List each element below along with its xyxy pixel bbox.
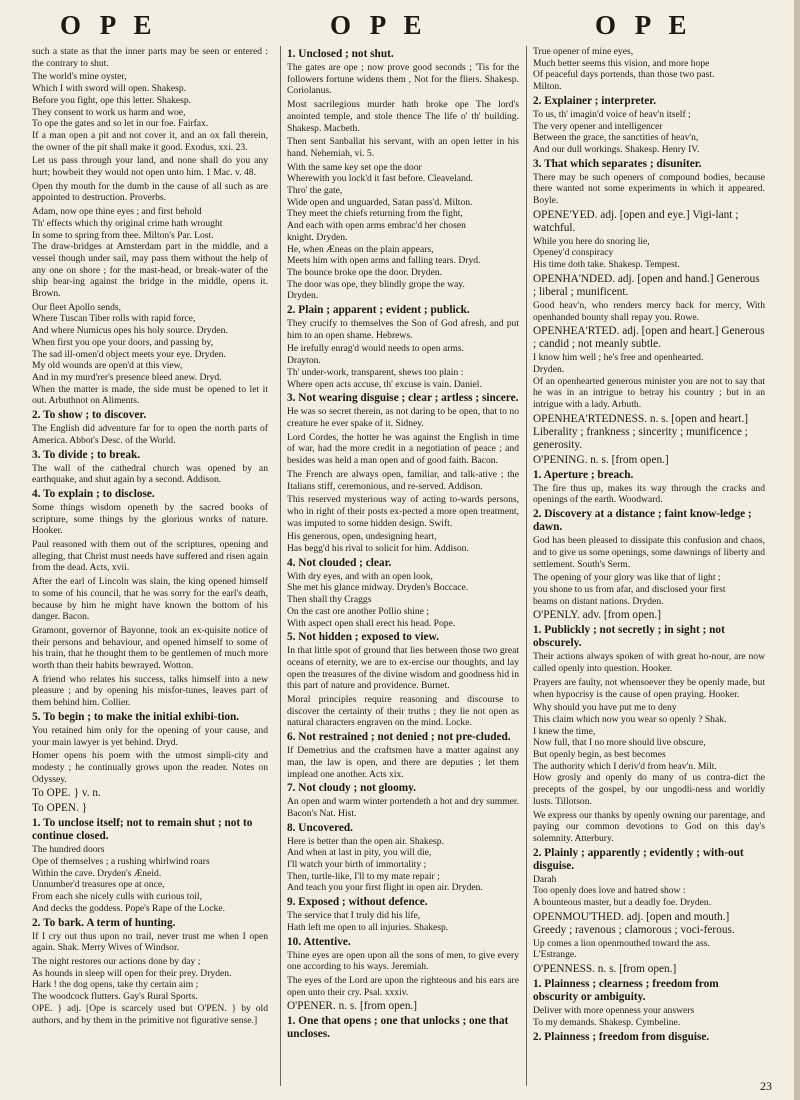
paragraph: We express our thanks by openly owning our parentage, and paying our common devotions to God on this day's solemnity. Atterbury.: [533, 809, 765, 844]
quotation-line: Wide open and unguarded, Satan pass'd. Milton.: [287, 196, 473, 208]
quotation-line: And when at last in pity, you will die,: [287, 847, 432, 859]
quotation-line: He, when Æneas on the plain appears,: [287, 243, 434, 255]
entry-headword: O'PENING. n. s. [from open.]: [533, 453, 669, 466]
paragraph: An open and warm winter portendeth a hot and dry summer. Bacon's Nat. Hist.: [287, 796, 519, 819]
sense-heading: 1. Unclosed ; not shut.: [287, 48, 394, 60]
quotation-line: Has begg'd his rival to solicit for him. Addison.: [287, 543, 469, 555]
paragraph: The French are always open, familiar, and talk-ative ; the Italians stiff, ceremonious, and re-served. Addison.: [287, 468, 519, 492]
paragraph: Moral principles require reasoning and discourse to discover the certainty of their truths ; they lie not open as natural characters engraven on the mind. Locke.: [287, 694, 519, 729]
paragraph: After the earl of Lincoln was slain, the king opened himself to some of his council, that he was sorry for the earl's death, because by him he might have known the bottom of his danger. Bacon.: [32, 576, 268, 623]
paragraph: If Demetrius and the craftsmen have a matter against any man, the law is open, and there are deputies ; let them implead one another. Acts xix.: [287, 745, 519, 780]
paragraph: When the matter is made, the side must be opened to let it out. Arbuthnot on Aliments.: [32, 383, 268, 407]
quotation-line: In some to spring from thee. Milton's Par. Lost.: [32, 229, 214, 241]
quotation-line: knight. Dryden.: [287, 231, 348, 243]
quotation-line: Of peaceful days portends, than those two past.: [533, 69, 715, 81]
quotation-line: And in my murd'rer's presence bleed anew. Dryd.: [32, 371, 222, 383]
sense-heading: 3. To divide ; to break.: [32, 448, 141, 461]
quotation-line: Within the cave. Dryden's Æneid.: [32, 867, 162, 879]
sense-heading: 5. Not hidden ; exposed to view.: [287, 631, 439, 644]
quotation-line: From each she nicely culls with curious toil,: [32, 891, 202, 903]
paragraph: This reserved mysterious way of acting to-wards persons, who in right of their posts ex-pected a more open treatment, was imputed to some hidden design. Swift.: [287, 494, 519, 529]
quotation-line: Where open acts accuse, th' excuse is vain. Daniel.: [287, 378, 482, 390]
sense-heading: 1. Publickly ; not secretly ; in sight ; not obscurely.: [533, 624, 725, 650]
quotation-line: And our dull workings. Shakesp. Henry IV.: [533, 143, 700, 155]
column-1: [32, 46, 268, 1086]
quotation-line: I'll watch your birth of immortality ;: [287, 859, 427, 871]
quotation-line: Our fleet Apollo sends,: [32, 301, 121, 313]
quotation-line: When first you ope your doors, and passing by,: [32, 336, 214, 348]
paragraph: Their actions always spoken of with great ho-nour, are now called openly into question. Hooker.: [533, 651, 765, 675]
quotation-line: Drayton.: [287, 355, 321, 367]
quotation-line: The night restores our actions done by day ;: [32, 956, 201, 967]
quotation-line: The hundred doors: [32, 844, 105, 856]
paragraph: How grosly and openly do many of us contra-dict the precepts of the gospel, by our ungodli-ness and worldly lusts. Tillotson.: [533, 772, 765, 807]
sense-heading: 2. Discovery at a distance ; faint know-ledge ; dawn.: [533, 508, 752, 534]
quotation-line: The sad ill-omen'd object meets your eye. Dryden.: [32, 348, 226, 360]
paragraph: There may be such openers of compound bodies, because there wanted not some experiments in which it appeared. Boyle.: [533, 171, 765, 207]
quotation-line: Before you fight, ope this letter. Shakesp.: [32, 94, 192, 106]
paragraph: The gates are ope ; now prove good seconds ; 'Tis for the followers fortune widens them , Not for the fliers. Shakesp. Coriolanus.: [287, 62, 519, 97]
quotation-line: His time doth take. Shakesp. Tempest.: [533, 259, 680, 271]
quotation-line: And teach you your first flight in open air. Dryden.: [287, 882, 483, 894]
paragraph: A friend who relates his success, talks himself into a new pleasure ; and by opening his misfor-tunes, leaves part of them behind him. Collier.: [32, 673, 268, 709]
quotation-line: Why should you have put me to deny: [533, 702, 677, 714]
quotation-line: The authority which I deriv'd from heav'n. Milt.: [533, 760, 717, 772]
entry-headword: To OPE. } v. n.: [32, 787, 101, 800]
quotation-line: True opener of mine eyes,: [533, 46, 634, 57]
sense-heading: 7. Not cloudy ; not gloomy.: [287, 782, 416, 795]
paragraph: Gramont, governor of Bayonne, took an ex-quisite notice of their persons and behaviour, and opened himself to some of his train, that he thought them to be gentlemen of much more worth than their habits bewrayed. Wotton.: [32, 624, 268, 672]
paragraph: The eyes of the Lord are upon the righteous and his ears are open unto their cry. Psal. xxxiv.: [287, 975, 519, 998]
paragraph: The wall of the cathedral church was opened by an earthquake, and shut again by a second. Addison.: [32, 462, 268, 486]
sense-heading: 1. One that opens ; one that unlocks ; one that uncloses.: [287, 1015, 509, 1041]
quotation-line: Darah: [533, 873, 557, 885]
quotation-line: To us, th' imagin'd voice of heav'n itself ;: [533, 108, 691, 120]
paragraph: Let us pass through your land, and none shall do you any hurt; howbeit they would not open unto him. 1 Mac. v. 48.: [32, 155, 268, 179]
paragraph: Most sacrilegious murder hath broke ope The lord's anointed temple, and stole thence The life o' th' building. Shakesp. Macbeth.: [287, 99, 519, 134]
quotation-line: Th' effects which thy original crime hath wrought: [32, 217, 223, 229]
sense-heading: 6. Not restrained ; not denied ; not pre-cluded.: [287, 731, 511, 744]
quotation-line: Deliver with more openness your answers: [533, 1005, 695, 1017]
quotation-line: The world's mine oyster,: [32, 71, 127, 83]
quotation-line: With aspect open shall erect his head. Pope.: [287, 617, 456, 629]
quotation-line: Here is better than the open air. Shakesp.: [287, 835, 444, 847]
quotation-line: To ope the gates and so let in our foe. Fairfax.: [32, 118, 209, 130]
quotation-line: Wherewith you lock'd it fast before. Cleaveland.: [287, 173, 474, 185]
sense-heading: 2. Plain ; apparent ; evident ; publick.: [287, 304, 470, 317]
quotation-line: Now full, that I no more should live obscure,: [533, 737, 706, 749]
paragraph: He was so secret therein, as not daring to be open, that to no creature he ever spake of it. Sidney.: [287, 406, 519, 429]
quotation-line: Then shall thy Craggs: [287, 594, 372, 606]
entry-headword: OPENHEA'RTEDNESS. n. s. [open and heart.] Liberality ; frankness ; sincerity ; munificence ; generosity.: [533, 412, 749, 451]
entry-headword: O'PENER. n. s. [from open.]: [287, 1000, 418, 1013]
paragraph: They crucify to themselves the Son of God afresh, and put him to an open shame. Hebrews.: [287, 318, 519, 341]
quotation-line: They meet the chiefs returning from the fight,: [287, 208, 463, 220]
quotation-line: And decks the goddess. Pope's Rape of the Locke.: [32, 902, 226, 914]
paragraph: Open thy mouth for the dumb in the cause of all such as are appointed to destruction. Proverbs.: [32, 180, 268, 204]
quotation-line: you shone to us from afar, and disclosed your first: [533, 583, 726, 595]
sense-heading: 4. Not clouded ; clear.: [287, 556, 392, 569]
entry-headword: OPENHA'NDED. adj. [open and hand.] Generous ; liberal ; munificent.: [533, 272, 760, 298]
quotation-line: He irefully enrag'd would needs to open arms.: [287, 343, 465, 355]
quotation-line: Openey'd conspiracy: [533, 247, 614, 259]
paragraph: If I cry out thus upon no trail, never trust me when I open again. Shak. Merry Wives of Windsor.: [32, 930, 268, 954]
paragraph: God has been pleased to dissipate this confusion and chaos, and to give us some openings, some dawnings of liberty and settlement. South's Serm.: [533, 535, 765, 570]
sense-heading: 2. Explainer ; interpreter.: [533, 94, 657, 107]
paragraph: Good heav'n, who renders mercy back for mercy, With openhanded bounty shall repay you. Rowe.: [533, 299, 765, 323]
entry-headword: O'PENNESS. n. s. [from open.]: [533, 963, 677, 976]
quotation-line: L'Estrange.: [533, 949, 577, 961]
quotation-line: Hath left me open to all injuries. Shakesp.: [287, 921, 449, 933]
column-3: [526, 46, 765, 1086]
paragraph: Of an openhearted generous minister you are not to say that he was in an intrigue to betray his country ; but in an intrigue with a lady. Arbuth.: [533, 375, 765, 411]
quotation-line: With dry eyes, and with an open look,: [287, 570, 433, 582]
quotation-line: Between the grace, the sanctities of heav'n,: [533, 132, 699, 144]
quotation-line: Up comes a lion openmouthed toward the ass.: [533, 937, 710, 949]
sense-heading: 1. Plainness ; clearness ; freedom from obscurity or ambiguity.: [533, 978, 719, 1004]
quotation-line: Much better seems this vision, and more hope: [533, 57, 710, 69]
paragraph: The draw-bridges at Amsterdam part in the middle, and a vessel though under sail, may pass them without the help of any one on shore ; for the mast-head, or break-water of the ship bear-ing against the bridge in the middle, opens it. Brown.: [32, 241, 268, 300]
quotation-line: The service that I truly did his life,: [287, 910, 421, 922]
paragraph: Then sent Sanballat his servant, with an open letter in his hand. Nehemiah, vi. 5.: [287, 136, 519, 159]
paragraph: Paul reasoned with them out of the scriptures, opening and alleging, that Christ must needs have suffered and risen again from the dead. Acts, xvii.: [32, 539, 268, 574]
paragraph: If a man open a pit and not cover it, and an ox fall therein, the owner of the pit shall make it good. Exodus, xxi. 23.: [32, 129, 268, 153]
quotation-line: Thro' the gate,: [287, 185, 343, 197]
sense-heading: 5. To begin ; to make the initial exhibi-tion.: [32, 710, 240, 723]
quotation-line: Milton.: [533, 81, 562, 93]
quotation-line: The opening of your glory was like that of light ;: [533, 572, 721, 584]
quotation-line: With the same key set ope the door: [287, 161, 422, 173]
quotation-line: The woodcock flutters. Gay's Rural Sports.: [32, 991, 198, 1003]
text-columns: [32, 46, 766, 1086]
sense-heading: 9. Exposed ; without defence.: [287, 896, 428, 909]
entry-headword: To OPEN. }: [32, 802, 88, 815]
header-left: O P E: [60, 10, 158, 40]
quotation-line: Which I with sword will open. Shakesp.: [32, 83, 187, 95]
quotation-line: I knew the time,: [533, 725, 596, 737]
quotation-line: His generous, open, undesigning heart,: [287, 531, 437, 543]
entry-headword: OPENMOU'THED. adj. [open and mouth.] Greedy ; ravenous ; clamorous ; voci-ferous.: [533, 910, 735, 936]
quotation-line: Dryden.: [533, 363, 565, 375]
quotation-line: My old wounds are open'd at this view,: [32, 360, 183, 372]
quotation-line: They consent to work us harm and woe,: [32, 106, 186, 118]
paragraph: Homer opens his poem with the utmost simpli-city and modesty ; he continually grows upon the reader. Notes on Odyssey.: [32, 750, 268, 785]
quotation-line: Hark ! the dog opens, take thy certain aim ;: [32, 979, 199, 991]
quotation-line: While you here do snoring lie,: [533, 235, 650, 247]
entry-headword: OPENE'YED. adj. [open and eye.] Vigi-lant ; watchful.: [533, 208, 739, 234]
sense-heading: 10. Attentive.: [287, 935, 351, 948]
quotation-line: And where Numicus opes his holy source. Dryden.: [32, 325, 228, 337]
entry-headword: O'PENLY. adv. [from open.]: [533, 609, 661, 622]
quotation-line: Th' under-work, transparent, shews too plain :: [287, 366, 464, 378]
sense-heading: 8. Uncovered.: [287, 821, 353, 834]
quotation-line: This claim which now you wear so openly ? Shak.: [533, 713, 727, 725]
running-header: [0, 10, 800, 44]
sense-heading: 1. Aperture ; breach.: [533, 468, 634, 481]
paragraph: OPE. } adj. [Ope is scarcely used but O'PEN. } by old authors, and by them in the primitive not figurative sense.]: [32, 1002, 268, 1026]
sense-heading: 2. Plainly ; apparently ; evidently ; with-out disguise.: [533, 846, 744, 872]
paragraph: such a state as that the inner parts may be seen or entered : the contrary to shut.: [32, 46, 268, 69]
sense-heading: 3. That which separates ; disuniter.: [533, 157, 702, 170]
sense-heading: 2. To bark. A term of hunting.: [32, 916, 176, 929]
quotation-line: The very opener and intelligencer: [533, 120, 663, 132]
paragraph: You retained him only for the opening of your cause, and your main lawyer is yet behind. Dryd.: [32, 724, 268, 748]
sense-heading: 2. Plainness ; freedom from disguise.: [533, 1030, 710, 1043]
sense-heading: 1. To unclose itself; not to remain shut ; not to continue closed.: [32, 817, 253, 843]
quotation-line: I know him well ; he's free and openhearted.: [533, 352, 704, 364]
paragraph: In that little spot of ground that lies between those two great oceans of eternity, we are to ex-ercise our thoughts, and lay open the treasures of the divine wisdom and goodness hid in this part of nature and providence. Burnet.: [287, 645, 519, 692]
quotation-line: To my demands. Shakesp. Cymbeline.: [533, 1016, 681, 1028]
sense-heading: 2. To show ; to discover.: [32, 409, 147, 422]
header-center: O P E: [330, 10, 428, 40]
page-number: 23: [760, 1079, 772, 1093]
quotation-line: As hounds in sleep will open for their prey. Dryden.: [32, 967, 232, 979]
page-edge: [794, 0, 800, 1100]
quotation-line: Where Tuscan Tiber rolls with rapid force,: [32, 313, 196, 325]
quotation-line: Ope of themselves ; a rushing whirlwind roars: [32, 856, 210, 868]
quotation-line: Then, turtle-like, I'll to my mate repair ;: [287, 870, 440, 882]
quotation-line: On the cast ore another Pollio shine ;: [287, 605, 430, 617]
quotation-line: And each with open arms embrac'd her chosen: [287, 220, 466, 232]
paragraph: The fire thus up, makes its way through the cracks and openings of the earth. Woodward.: [533, 482, 765, 506]
header-right: O P E: [595, 10, 693, 40]
quotation-line: Unnumber'd treasures ope at once,: [32, 879, 165, 891]
sense-heading: 4. To explain ; to disclose.: [32, 487, 155, 500]
column-2: [280, 46, 519, 1086]
quotation-line: She met his glance midway. Dryden's Boccace.: [287, 582, 469, 594]
quotation-line: The door was ope, they blindly grope the way.: [287, 278, 465, 290]
quotation-line: Meets him with open arms and falling tears. Dryd.: [287, 255, 481, 267]
paragraph: Lord Cordes, the hotter he was against the English in time of war, had the more credit in a negotiation of peace ; and besides was held a man open and of good faith. Bacon.: [287, 431, 519, 467]
quotation-line: Adam, now ope thine eyes ; and first behold: [32, 206, 202, 218]
paragraph: Some things wisdom openeth by the sacred books of scripture, some things by the glorious works of nature. Hooker.: [32, 501, 268, 537]
paragraph: Prayers are faulty, not whensoever they be openly made, but when hypocrisy is the cause of open praying. Hooker.: [533, 676, 765, 700]
quotation-line: The bounce broke ope the door. Dryden.: [287, 266, 443, 278]
quotation-line: Too openly does love and hatred show :: [533, 885, 686, 897]
quotation-line: Dryden.: [287, 290, 319, 302]
paragraph: The English did adventure far for to open the north parts of America. Abbot's Desc. of the World.: [32, 423, 268, 446]
quotation-line: A bounteous master, but a deadly foe. Dryden.: [533, 897, 712, 909]
paragraph: Thine eyes are open upon all the sons of men, to give every one according to his ways. Jeremiah.: [287, 949, 519, 973]
quotation-line: But openly begin, as best becomes: [533, 749, 666, 761]
quotation-line: beams on distant nations. Dryden.: [533, 595, 664, 607]
entry-headword: OPENHEA'RTED. adj. [open and heart.] Generous ; candid ; not meanly subtle.: [533, 325, 765, 351]
sense-heading: 3. Not wearing disguise ; clear ; artless ; sincere.: [287, 392, 519, 405]
